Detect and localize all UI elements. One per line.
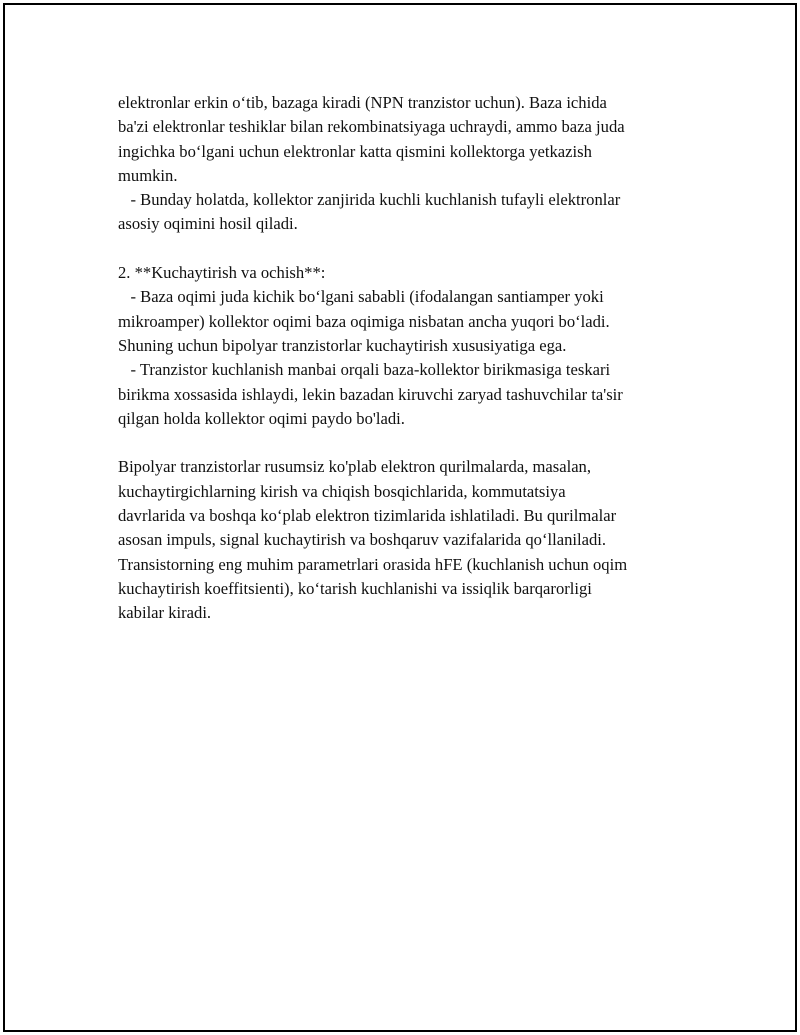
text-line: elektronlar erkin o‘tib, bazaga kiradi (NPN tranzistor uchun). Baza ichida	[118, 93, 607, 112]
text-line: birikma xossasida ishlaydi, lekin bazadan kiruvchi zaryad tashuvchilar ta'sir	[118, 384, 623, 404]
body-text	[118, 91, 698, 626]
text-line: kuchaytirgichlarning kirish va chiqish bosqichlarida, kommutatsiya	[118, 481, 566, 501]
text-line: - Baza oqimi juda kichik bo‘lgani sababli (ifodalangan santiamper yoki	[118, 287, 604, 307]
text-line: mumkin.	[118, 165, 178, 185]
text-line: asosan impuls, signal kuchaytirish va boshqaruv vazifalarida qo‘llaniladi.	[118, 530, 607, 550]
text-line: kabilar kiradi.	[118, 603, 212, 623]
text-line: ingichka bo‘lgani uchun elektronlar katta qismini kollektorga yetkazish	[118, 141, 592, 161]
text-line: Transistorning eng muhim parametrlari orasida hFE (kuchlanish uchun oqim	[118, 554, 628, 574]
text-line: ba'zi elektronlar teshiklar bilan rekombinatsiyaga uchraydi, ammo baza juda	[118, 117, 625, 137]
text-line: qilgan holda kollektor oqimi paydo bo'ladi.	[118, 408, 405, 428]
blank-line	[118, 431, 698, 455]
text-line: kuchaytirish koeffitsienti), ko‘tarish kuchlanishi va issiqlik barqarorligi	[118, 578, 592, 598]
text-line: mikroamper) kollektor oqimi baza oqimiga nisbatan ancha yuqori bo‘ladi.	[118, 311, 610, 331]
section-heading: 2. **Kuchaytirish va ochish**:	[118, 263, 326, 283]
text-line: - Bunday holatda, kollektor zanjirida kuchli kuchlanish tufayli elektronlar	[118, 190, 621, 210]
text-line: - Tranzistor kuchlanish manbai orqali baza-kollektor birikmasiga teskari	[118, 360, 611, 380]
text-line: asosiy oqimini hosil qiladi.	[118, 214, 298, 234]
text-line: davrlarida va boshqa ko‘plab elektron tizimlarida ishlatiladi. Bu qurilmalar	[118, 506, 617, 526]
blank-line	[118, 237, 698, 261]
text-line: Shuning uchun bipolyar tranzistorlar kuchaytirish xususiyatiga ega.	[118, 335, 567, 355]
text-line: Bipolyar tranzistorlar rusumsiz ko'plab elektron qurilmalarda, masalan,	[118, 457, 592, 477]
